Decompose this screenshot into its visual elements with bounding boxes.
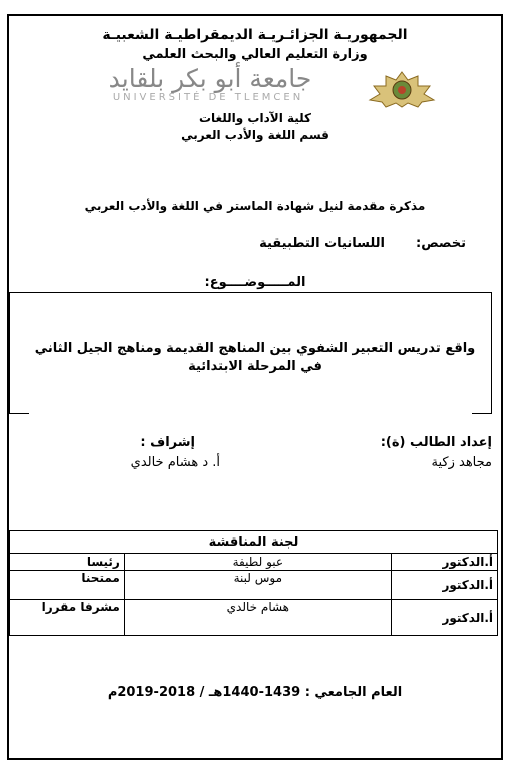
supervisor-name: أ. د هشام خالدي [130, 455, 220, 470]
member-role: رئيسا [10, 554, 125, 571]
student-label: إعداد الطالب (ة): [380, 435, 492, 450]
student-name: مجاهد زكية [431, 455, 492, 470]
table-row [10, 600, 498, 636]
faculty-name: كلية الآداب واللغات [198, 111, 312, 125]
member-title: أ.الدكتور [391, 554, 497, 571]
university-logo-french: UNIVERSITÉ DE TLEMCEN [112, 92, 304, 103]
member-name: عبو لطيفة [124, 554, 391, 571]
academic-year: العام الجامعي : 1439-1440هـ / 2018-2019م [107, 685, 403, 700]
specialty-label: تخصص: [416, 236, 466, 251]
table-row [10, 554, 498, 571]
committee-table [9, 530, 498, 636]
subject-title-line2: في المرحلة الابتدائية [188, 359, 322, 374]
table-row [10, 571, 498, 600]
university-emblem-icon [362, 70, 442, 108]
university-logo-arabic: جامعة أبو بكر بلقايد [108, 64, 312, 93]
ministry-title: وزارة التعليم العالي والبحث العلمي [142, 47, 368, 62]
specialty-value: اللسانيات التطبيقية [259, 236, 385, 251]
supervisor-label: إشراف : [140, 435, 195, 450]
member-role: ممتحنا [10, 571, 125, 600]
member-name: هشام خالدي [124, 600, 391, 636]
department-name: قسم اللغة والأدب العربي [181, 128, 329, 142]
member-title: أ.الدكتور [391, 600, 497, 636]
republic-title: الجمهوريـة الجزائـريـة الديمقراطيـة الشعبيـة [102, 27, 408, 43]
committee-title: لجنة المناقشة [10, 531, 498, 554]
member-role: مشرفا مقررا [10, 600, 125, 636]
subject-title-line1: واقع تدريس التعبير الشفوي بين المناهج القديمة ومناهج الجيل الثاني [34, 341, 476, 356]
member-title: أ.الدكتور [391, 571, 497, 600]
subject-label: المـــــوضــــوع: [204, 275, 306, 290]
member-name: موس لبنة [124, 571, 391, 600]
thesis-purpose: مذكرة مقدمة لنيل شهادة الماستر في اللغة والأدب العربي [84, 199, 426, 213]
